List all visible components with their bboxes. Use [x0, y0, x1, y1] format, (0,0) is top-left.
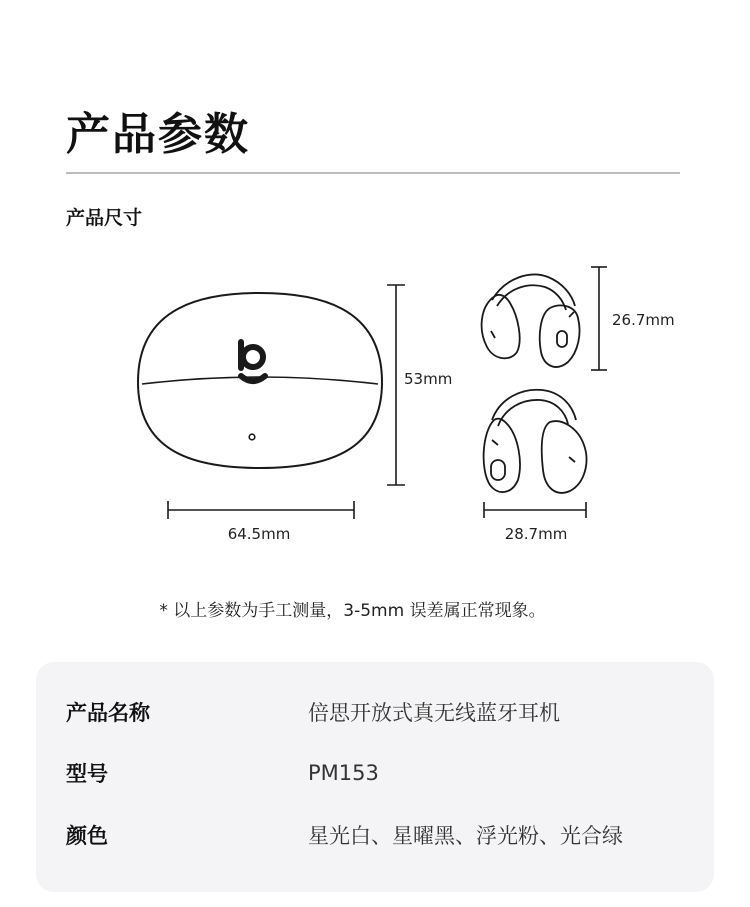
spec-row-color [66, 819, 686, 851]
spec-row-name [66, 696, 686, 728]
case-height-label: 53mm [404, 370, 453, 388]
section-title: 产品尺寸 [66, 207, 143, 229]
earbud-width-label: 28.7mm [504, 525, 568, 543]
case-width-dimension [168, 501, 354, 519]
case-height-dimension [387, 285, 405, 485]
logo-icon [241, 342, 265, 381]
spec-label: 颜色 [66, 824, 108, 848]
spec-label: 型号 [66, 762, 108, 786]
earbud-height-dimension [591, 267, 607, 370]
page-title: 产品参数 [66, 109, 250, 160]
measurement-note: * 以上参数为手工测量，3-5mm 误差属正常现象。 [159, 601, 546, 621]
case-width-label: 64.5mm [227, 525, 291, 543]
spec-value: 星光白、星曜黑、浮光粉、光合绿 [308, 824, 623, 848]
spec-value: 倍思开放式真无线蓝牙耳机 [308, 701, 560, 725]
earbud-width-dimension [484, 502, 586, 518]
spec-card [36, 662, 714, 892]
earbud-top-illustration [482, 275, 580, 367]
spec-value: PM153 [308, 761, 379, 785]
earbud-height-label: 26.7mm [612, 311, 675, 329]
spec-label: 产品名称 [66, 701, 150, 725]
earbud-front-illustration [484, 390, 587, 493]
spec-row-model [66, 757, 686, 789]
